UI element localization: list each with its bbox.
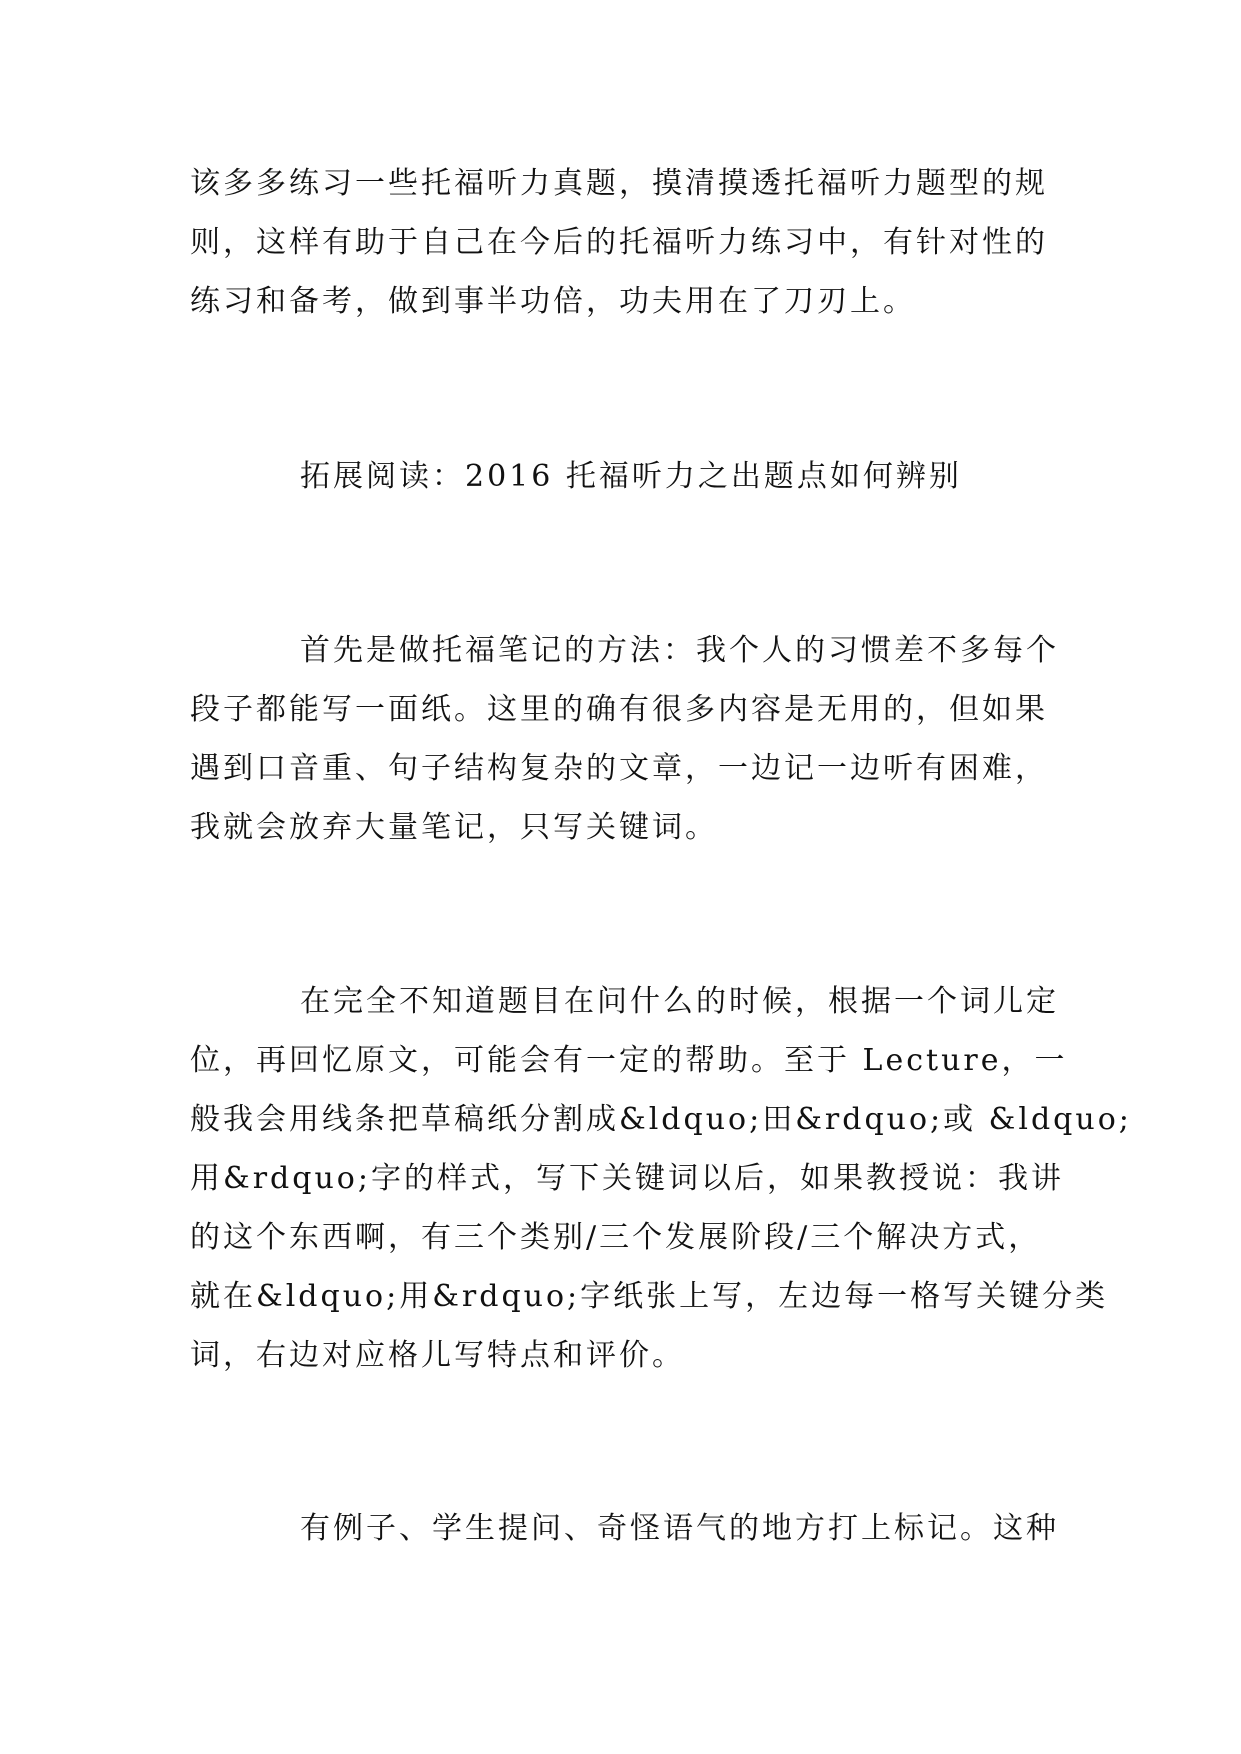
paragraph-4-line-1: 有例子、学生提问、奇怪语气的地方打上标记。这种 bbox=[300, 1511, 1059, 1546]
paragraph-3-line-4: 用&rdquo;字的样式，写下关键词以后，如果教授说：我讲 bbox=[190, 1161, 1064, 1196]
paragraph-3-line-5: 的这个东西啊，有三个类别/三个发展阶段/三个解决方式， bbox=[190, 1220, 1042, 1255]
paragraph-2-line-2: 段子都能写一面纸。这里的确有很多内容是无用的，但如果 bbox=[190, 692, 1048, 727]
paragraph-1-line-3: 练习和备考，做到事半功倍，功夫用在了刀刃上。 bbox=[190, 284, 916, 319]
paragraph-3-line-7: 词，右边对应格儿写特点和评价。 bbox=[190, 1338, 685, 1373]
paragraph-3-line-2: 位，再回忆原文，可能会有一定的帮助。至于 Lecture，一 bbox=[190, 1043, 1068, 1078]
paragraph-1-line-1: 该多多练习一些托福听力真题，摸清摸透托福听力题型的规 bbox=[190, 166, 1048, 201]
paragraph-2-line-4: 我就会放弃大量笔记，只写关键词。 bbox=[190, 810, 718, 845]
paragraph-3-line-1: 在完全不知道题目在问什么的时候，根据一个词儿定 bbox=[300, 984, 1059, 1019]
paragraph-3-line-6: 就在&ldquo;用&rdquo;字纸张上写，左边每一格写关键分类 bbox=[190, 1279, 1109, 1314]
section-heading: 拓展阅读：2016 托福听力之出题点如何辨别 bbox=[300, 459, 962, 494]
paragraph-2-line-3: 遇到口音重、句子结构复杂的文章，一边记一边听有困难， bbox=[190, 751, 1048, 786]
paragraph-2-line-1: 首先是做托福笔记的方法：我个人的习惯差不多每个 bbox=[300, 633, 1059, 668]
paragraph-3-line-3: 般我会用线条把草稿纸分割成&ldquo;田&rdquo;或 &ldquo; bbox=[190, 1102, 1132, 1137]
paragraph-1-line-2: 则，这样有助于自己在今后的托福听力练习中，有针对性的 bbox=[190, 225, 1048, 260]
